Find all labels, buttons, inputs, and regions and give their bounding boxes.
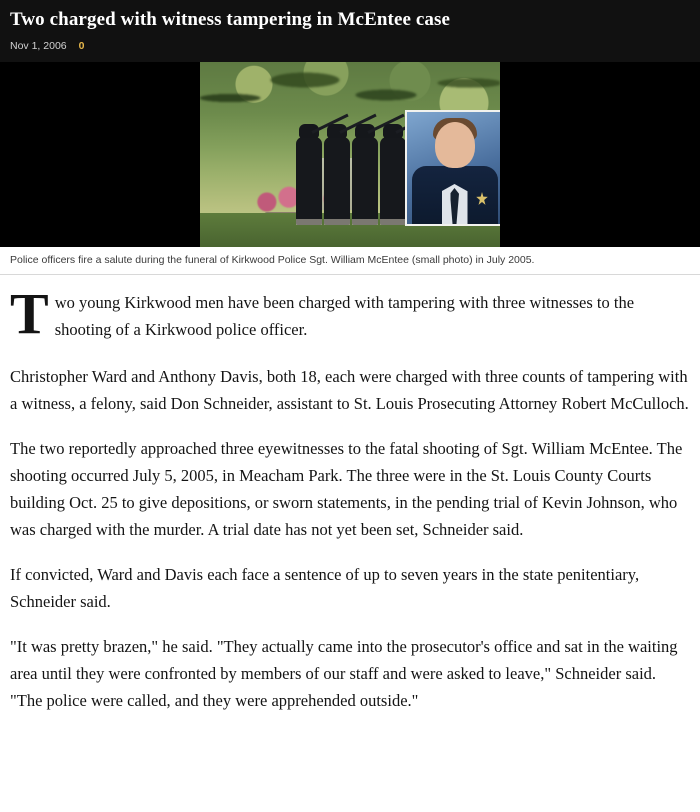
- article-photo: [0, 62, 700, 247]
- honor-guard-belt: [380, 219, 406, 225]
- article-paragraph-1: Two young Kirkwood men have been charged with tampering with three witnesses to the shooting of a Kirkwood police officer.: [10, 281, 635, 346]
- article-paragraph-2: Christopher Ward and Anthony Davis, both 18, each were charged with three counts of tampering with a witness, a felony, said Don Schneider, assistant to St. Louis Prosecuting Attorney Robert McCulloch.: [10, 367, 689, 413]
- article-paragraph-5: "It was pretty brazen," he said. "They actually came into the prosecutor's office and sat in the waiting area until they were confronted by members of our staff and were asked to leave," Schneider said. "The police were called, and they were apprehended outside.": [10, 637, 678, 710]
- honor-guard-figure: [352, 137, 378, 225]
- comment-count[interactable]: 0: [78, 40, 85, 52]
- article-header: [0, 0, 700, 62]
- publish-date: Nov 1, 2006: [10, 40, 67, 52]
- photo-caption: Police officers fire a salute during the funeral of Kirkwood Police Sgt. William McEntee (small photo) in July 2005.: [0, 247, 700, 275]
- honor-guard-figure: [296, 137, 322, 225]
- honor-guard-belt: [352, 219, 378, 225]
- honor-guard-belt: [324, 219, 350, 225]
- honor-guard-figure: [380, 137, 406, 225]
- page-title: Two charged with witness tampering in McEntee case: [10, 9, 451, 30]
- honor-guard-belt: [296, 219, 322, 225]
- article-paragraph-3: The two reportedly approached three eyewitnesses to the fatal shooting of Sgt. William McEntee. The shooting occurred July 5, 2005, in Meacham Park. The three were in the St. Louis County Courts building Oct. 25 to give depositions, or sworn statements, in the pending trial of Kevin Johnson, who was charged with the murder. A trial date has not yet been set, Schneider said.: [10, 439, 683, 539]
- portrait-face: [435, 122, 475, 168]
- article-meta: [10, 40, 690, 52]
- honor-guard-figure: [324, 137, 350, 225]
- inset-portrait-photo: [405, 110, 500, 226]
- funeral-photo: [200, 62, 500, 247]
- article-paragraph-4: If convicted, Ward and Davis each face a sentence of up to seven years in the state penitentiary, Schneider said.: [10, 565, 640, 611]
- article-body: [0, 275, 700, 750]
